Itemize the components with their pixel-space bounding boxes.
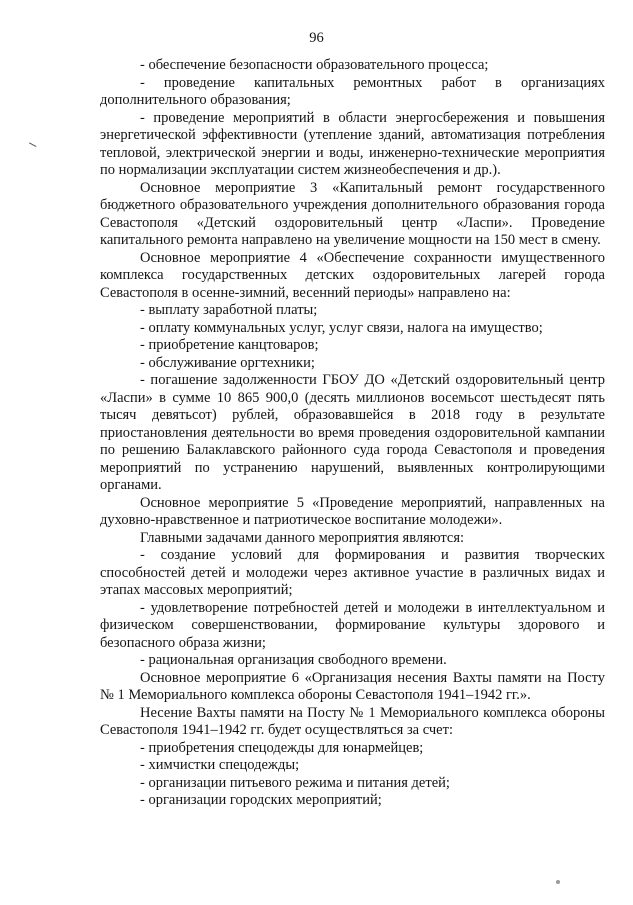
paragraph-15: - рациональная организация свободного времени. xyxy=(140,652,447,668)
paragraph-11: Основное мероприятие 5 «Проведение мероприятий, направленных на духовно-нравственное и патриотическое воспитание молодежи». xyxy=(100,494,605,528)
paragraph-9: - обслуживание оргтехники; xyxy=(140,354,315,371)
paragraph-13: - создание условий для формирования и развития творческих способностей детей и молодежи через активное участие в различных видах и этапах массовых мероприятий; xyxy=(100,547,605,598)
paragraph-18: - приобретения спецодежды для юнармейцев; xyxy=(140,739,424,756)
paragraph-10: - погашение задолженности ГБОУ ДО «Детский оздоровительный центр «Ласпи» в сумме 10 865 900,0 (десять миллионов восемьсот шестьдесят пять тысяч девятьсот) рублей, образовавшейся в 2018 году в результате приостановления деятельности во время проведения оздоровительной кампании по решению Балаклавского районного суда города Севастополя и проведения мероприятий по устранению нарушений, выявленных контролирующими органами. xyxy=(100,372,605,493)
paragraph-2: - проведение капитальных ремонтных работ в организациях дополнительного образования; xyxy=(100,74,605,108)
paragraph-7: - оплату коммунальных услуг, услуг связи, налога на имущество; xyxy=(140,319,543,336)
paragraph-19: - химчистки спецодежды; xyxy=(140,757,300,773)
scan-artifact-mark xyxy=(28,142,37,149)
paragraph-8: - приобретение канцтоваров; xyxy=(140,337,319,353)
document-body xyxy=(100,57,605,810)
paragraph-3: - проведение мероприятий в области энергосбережения и повышения энергетической эффективности (утепление зданий, автоматизация потребления тепловой, электрической энергии и воды, инженерно-технические мероприятия по нормализации эксплуатации систем жизнеобеспечения и др.). xyxy=(100,109,605,178)
paragraph-16: Основное мероприятие 6 «Организация несения Вахты памяти на Посту № 1 Мемориального комплекса обороны Севастополя 1941–1942 гг.». xyxy=(100,669,605,703)
paragraph-4: Основное мероприятие 3 «Капитальный ремонт государственного бюджетного образовательного учреждения дополнительного образования города Севастополя «Детский оздоровительный центр «Ласпи». Проведение капитального ремонта направлено на увеличение мощности на 150 мест в смену. xyxy=(100,179,605,248)
paragraph-5: Основное мероприятие 4 «Обеспечение сохранности имущественного комплекса государственных детских оздоровительных лагерей города Севастополя в осенне-зимний, весенний периоды» направлено на: xyxy=(100,249,605,301)
paragraph-12: Главными задачами данного мероприятия являются: xyxy=(140,529,465,546)
paragraph-21: - организации городских мероприятий; xyxy=(140,792,382,808)
paragraph-6: - выплату заработной платы; xyxy=(140,302,318,318)
paragraph-20: - организации питьевого режима и питания детей; xyxy=(140,774,450,791)
paragraph-1: - обеспечение безопасности образовательного процесса; xyxy=(140,57,489,73)
page-number: 96 xyxy=(309,30,324,46)
scan-artifact-dot xyxy=(556,880,560,884)
paragraph-17: Несение Вахты памяти на Посту № 1 Мемориального комплекса обороны Севастополя 1941–1942 гг. будет осуществляться за счет: xyxy=(100,704,605,738)
paragraph-14: - удовлетворение потребностей детей и молодежи в интеллектуальном и физическом совершенствовании, формирование культуры здорового и безопасного образа жизни; xyxy=(100,599,605,651)
